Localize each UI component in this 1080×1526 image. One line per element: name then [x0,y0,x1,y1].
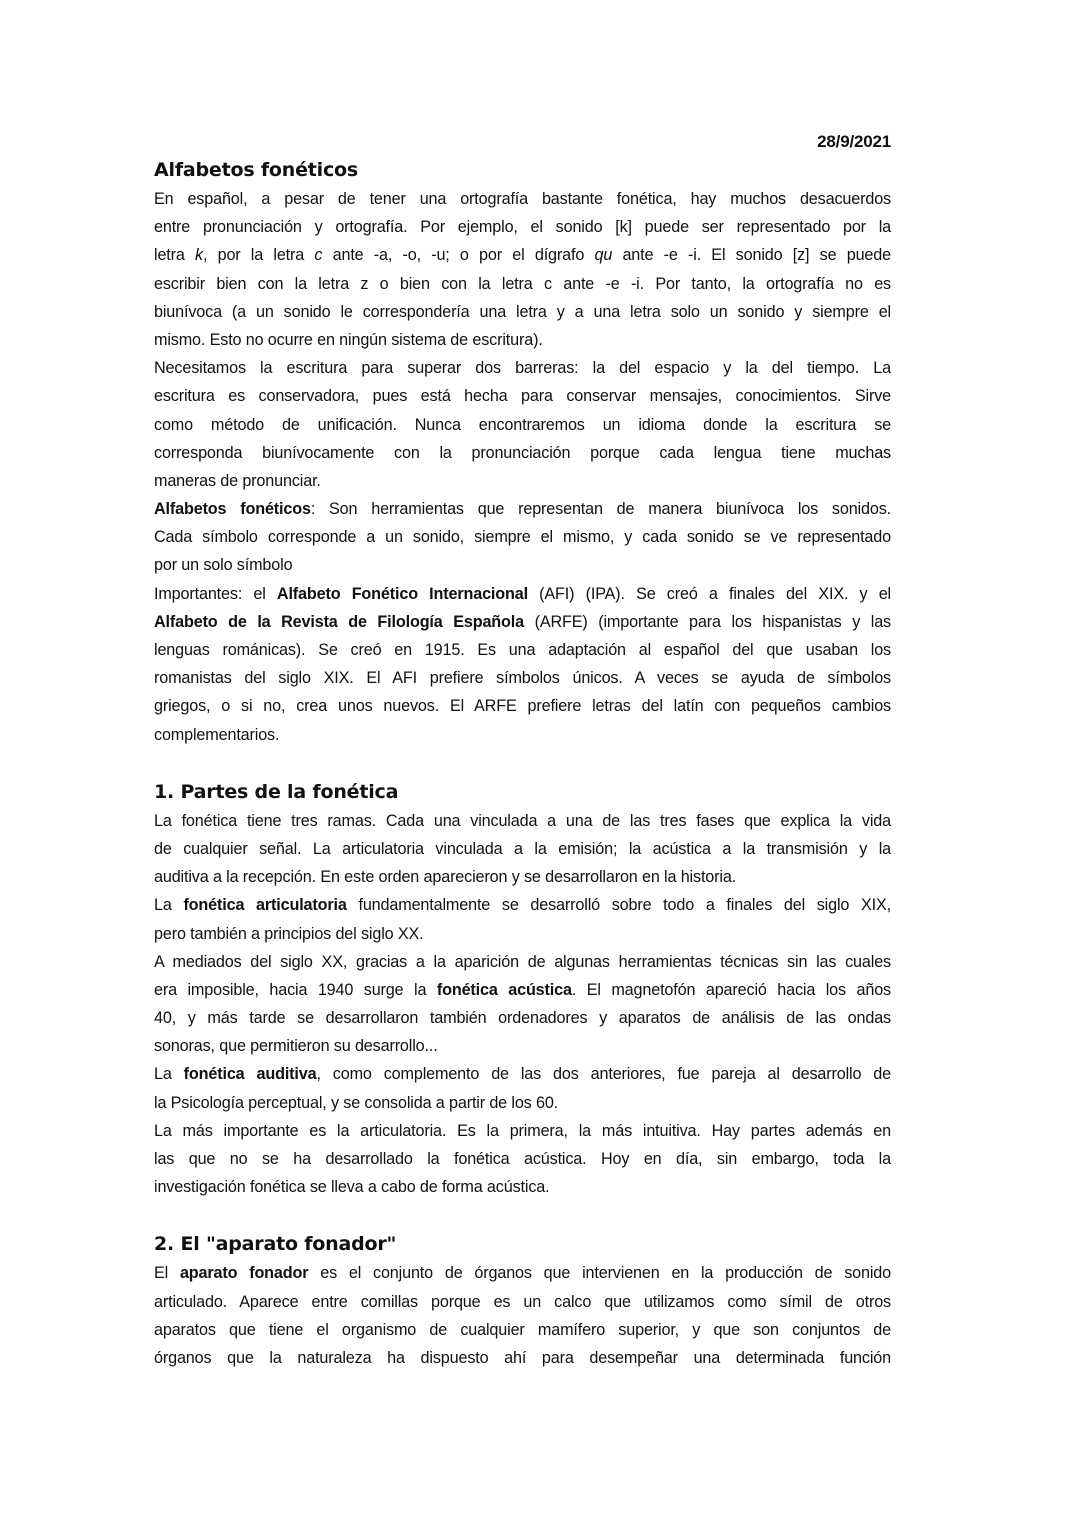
text-line [154,1117,891,1145]
bold-term: fonética auditiva [183,1065,317,1084]
bold-term: fonética acústica [436,980,572,999]
text-segment: : Son herramientas que representan de manera biunívoca los sonidos. [310,500,891,519]
text-line [154,1145,891,1173]
text-segment: Necesitamos la escritura para superar dos barreras: la del espacio y la del tiempo. La [154,359,891,378]
text-line [154,354,891,382]
paragraph-escritura [154,354,891,495]
text-segment: escribir bien con la letra z o bien con la letra c ante -e -i. Por tanto, la ortografía no es [154,274,891,293]
text-line [154,948,891,976]
paragraph-articulatoria [154,891,891,947]
text-line [154,467,891,495]
text-segment: biunívoca (a un sonido le correspondería una letra y a una letra solo un sonido y siempre el [154,302,891,321]
text-segment: de cualquier señal. La articulatoria vinculada a la emisión; la acústica a la transmisión y la [154,839,891,858]
text-line [154,1173,891,1201]
bold-term: Alfabeto Fonético Internacional [276,584,528,603]
italic-term: qu [594,246,613,265]
italic-term: k [195,246,203,265]
text-segment: La fonética tiene tres ramas. Cada una vinculada a una de las tres fases que explica la vida [154,811,891,830]
section-heading-aparato-fonador: 2. El "aparato fonador" [154,1233,397,1256]
text-segment: pero también a principios del siglo XX. [154,924,424,943]
paragraph-acustica [154,948,891,1061]
text-segment: era imposible, hacia 1940 surge la [154,980,437,999]
text-segment: . El magnetofón apareció hacia los años [571,980,891,999]
text-segment: griegos, o si no, crea unos nuevos. El ARFE prefiere letras del latín con pequeños cambios [154,697,891,716]
section-heading-partes-fonetica: 1. Partes de la fonética [154,780,399,803]
text-line [154,382,891,410]
text-line [154,1060,891,1088]
text-segment: maneras de pronunciar. [154,471,321,490]
text-line [154,721,891,749]
text-line [154,863,891,891]
paragraph-auditiva [154,1060,891,1116]
text-line [154,807,891,835]
text-line [154,891,891,919]
bold-term: fonética articulatoria [183,896,347,915]
text-segment: corresponda biunívocamente con la pronunciación porque cada lengua tiene muchas [154,443,891,462]
text-segment: es el conjunto de órganos que intervienen en la producción de sonido [308,1264,891,1283]
text-segment: 40, y más tarde se desarrollaron también ordenadores y aparatos de análisis de las ondas [154,1009,891,1028]
text-line [154,1004,891,1032]
bold-term: aparato fonador [179,1264,309,1283]
document-title: Alfabetos fonéticos [154,159,359,181]
text-segment: como método de unificación. Nunca encontraremos un idioma donde la escritura se [154,415,891,434]
text-line [154,270,891,298]
text-line [154,1259,891,1287]
text-line [154,411,891,439]
bold-term: Alfabeto de la Revista de Filología Española [154,612,524,631]
paragraph-importancia [154,1117,891,1202]
text-segment: aparatos que tiene el organismo de cualquier mamífero superior, y que son conjuntos de [154,1320,891,1339]
text-line [154,551,891,579]
text-line [154,976,891,1004]
text-line [154,608,891,636]
text-segment: escritura es conservadora, pues está hecha para conservar mensajes, conocimientos. Sirve [154,387,891,406]
text-segment: A mediados del siglo XX, gracias a la aparición de algunas herramientas técnicas sin las cuales [154,952,891,971]
text-line [154,298,891,326]
bold-term: Alfabetos fonéticos [154,500,311,519]
text-line [154,920,891,948]
text-segment: romanistas del siglo XIX. El AFI prefiere símbolos únicos. A veces se ayuda de símbolos [154,669,891,688]
text-line [154,1032,891,1060]
document-date: 28/9/2021 [817,132,891,151]
text-segment: letra [154,246,196,265]
text-line [154,580,891,608]
text-line [154,1316,891,1344]
text-segment: Cada símbolo corresponde a un sonido, siempre el mismo, y cada sonido se ve representado [154,528,891,547]
paragraph-alfabetos-definicion [154,495,891,580]
text-line [154,835,891,863]
text-segment: (ARFE) (importante para los hispanistas y las [524,612,891,631]
text-segment: entre pronunciación y ortografía. Por ejemplo, el sonido [k] puede ser representado por la [154,218,891,237]
text-line [154,495,891,523]
italic-term: c [314,246,323,265]
text-segment: complementarios. [154,725,280,744]
text-segment: , como complemento de las dos anteriores, fue pareja al desarrollo de [316,1065,891,1084]
text-line [154,213,891,241]
text-segment: La [154,1065,184,1084]
text-segment: En español, a pesar de tener una ortografía bastante fonética, hay muchos desacuerdos [154,190,891,208]
text-line [154,523,891,551]
text-segment: El [154,1264,180,1283]
text-line [154,664,891,692]
text-line [154,1288,891,1316]
text-segment: mismo. Esto no ocurre en ningún sistema de escritura). [154,330,543,349]
text-line [154,326,891,354]
paragraph-ortografia [154,185,891,354]
text-line [154,241,891,269]
document-page [154,128,891,1372]
text-segment: La [154,896,184,915]
text-segment: , por la letra [202,246,315,265]
text-segment: fundamentalmente se desarrolló sobre todo a finales del siglo XIX, [346,896,892,915]
text-segment: La más importante es la articulatoria. Es la primera, la más intuitiva. Hay partes además en [154,1121,891,1140]
text-segment: órganos que la naturaleza ha dispuesto ahí para desempeñar una determinada función [154,1348,891,1367]
text-segment: sonoras, que permitieron su desarrollo... [154,1037,438,1056]
text-segment: articulado. Aparece entre comillas porque es un calco que utilizamos como símil de otros [154,1292,891,1311]
text-segment: por un solo símbolo [154,556,293,575]
text-segment: ante -e -i. El sonido [z] se puede [612,246,891,265]
text-line [154,185,891,213]
text-segment: (AFI) (IPA). Se creó a finales del XIX. y el [527,584,891,603]
text-segment: lenguas románicas). Se creó en 1915. Es una adaptación al español del que usaban los [154,641,891,659]
text-segment: auditiva a la recepción. En este orden aparecieron y se desarrollaron en la historia. [154,868,737,887]
text-segment: Importantes: el [154,584,277,603]
paragraph-ramas [154,807,891,892]
text-segment: ante -a, -o, -u; o por el dígrafo [322,246,595,265]
text-line [154,1089,891,1117]
text-line [154,692,891,720]
text-segment: investigación fonética se lleva a cabo de forma acústica. [154,1178,550,1197]
text-line [154,1344,891,1372]
paragraph-aparato-fonador [154,1259,891,1372]
text-segment: la Psicología perceptual, y se consolida a partir de los 60. [154,1093,559,1112]
text-line [154,439,891,467]
text-segment: las que no se ha desarrollado la fonética acústica. Hoy en día, sin embargo, toda la [154,1150,891,1168]
paragraph-alfabetos-importantes [154,580,891,749]
text-line [154,636,891,664]
